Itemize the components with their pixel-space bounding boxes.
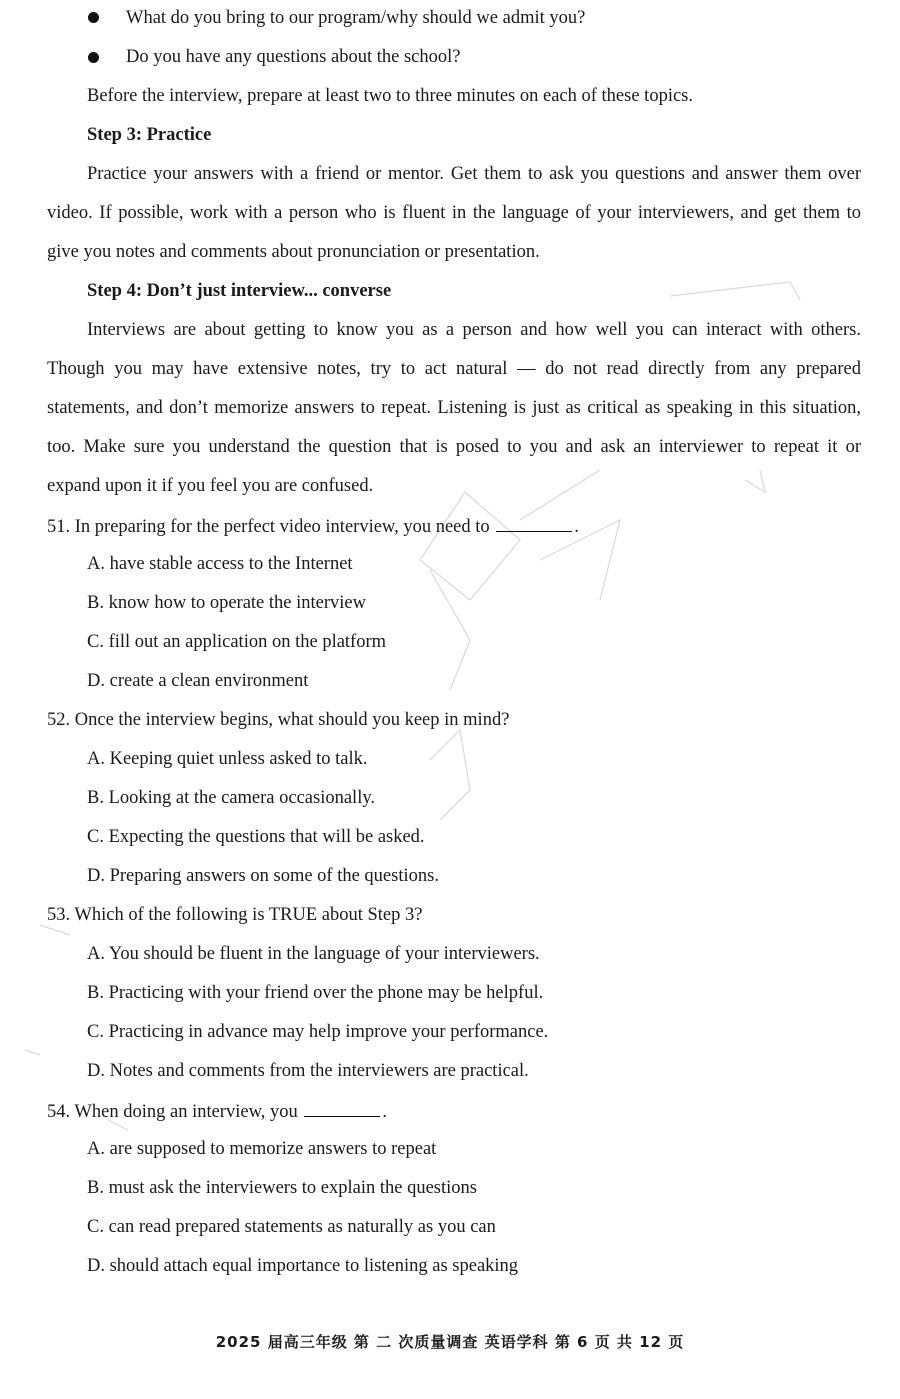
option-53-d: D. Notes and comments from the interviewers are practical. [87,1061,529,1081]
question-number: 52. [47,710,71,730]
question-53 [47,903,422,927]
question-number: 54. [47,1102,71,1122]
step4-line-5: expand upon it if you feel you are confused. [47,476,374,496]
step4-line-2: Though you may have extensive notes, try to act natural — do not read directly from any prepared [47,359,861,379]
step3-heading: Step 3: Practice [87,125,212,145]
option-53-b: B. Practicing with your friend over the phone may be helpful. [87,983,544,1003]
option-51-c: C. fill out an application on the platform [87,632,387,652]
answer-blank [304,1098,380,1117]
bullet-icon [88,52,99,63]
option-53-a: A. You should be fluent in the language of your interviewers. [87,944,540,964]
option-52-b: B. Looking at the camera occasionally. [87,788,376,808]
option-54-a: A. are supposed to memorize answers to repeat [87,1139,437,1159]
question-number: 53. [47,905,71,925]
option-51-b: B. know how to operate the interview [87,593,366,613]
option-52-a: A. Keeping quiet unless asked to talk. [87,749,368,769]
question-stem: Which of the following is TRUE about Step 3? [74,905,423,925]
option-54-b: B. must ask the interviewers to explain the questions [87,1178,477,1198]
before-interview-text: Before the interview, prepare at least two to three minutes on each of these topics. [87,86,693,106]
step3-line-1: Practice your answers with a friend or mentor. Get them to ask you questions and answer them over [87,164,861,184]
option-52-c: C. Expecting the questions that will be asked. [87,827,425,847]
question-stem-end: . [574,517,579,537]
bullet-item-2: Do you have any questions about the school? [126,47,461,67]
answer-blank [496,513,572,532]
option-51-a: A. have stable access to the Internet [87,554,353,574]
step4-line-3: statements, and don’t memorize answers to repeat. Listening is just as critical as speaking in this situation, [47,398,861,418]
question-stem: When doing an interview, you [74,1102,298,1122]
step4-line-1: Interviews are about getting to know you as a person and how well you can interact with others. [87,320,861,340]
bullet-icon [88,12,99,23]
question-stem: In preparing for the perfect video interview, you need to [74,517,490,537]
question-51 [47,513,579,539]
option-54-c: C. can read prepared statements as naturally as you can [87,1217,496,1237]
option-53-c: C. Practicing in advance may help improve your performance. [87,1022,549,1042]
option-52-d: D. Preparing answers on some of the questions. [87,866,439,886]
question-54 [47,1098,387,1124]
step4-heading: Step 4: Don’t just interview... converse [87,281,392,301]
page-footer: 2025 届高三年级 第 二 次质量调查 英语学科 第 6 页 共 12 页 [215,1333,685,1351]
step3-line-2: video. If possible, work with a person who is fluent in the language of your interviewers, and get them to [47,203,861,223]
question-number: 51. [47,517,71,537]
question-stem-end: . [382,1102,387,1122]
bullet-item-1: What do you bring to our program/why should we admit you? [126,8,586,28]
option-51-d: D. create a clean environment [87,671,309,691]
option-54-d: D. should attach equal importance to listening as speaking [87,1256,519,1276]
question-52 [47,708,509,732]
step3-line-3: give you notes and comments about pronunciation or presentation. [47,242,540,262]
step4-line-4: too. Make sure you understand the question that is posed to you and ask an interviewer to repeat it or [47,437,861,457]
question-stem: Once the interview begins, what should you keep in mind? [74,710,510,730]
